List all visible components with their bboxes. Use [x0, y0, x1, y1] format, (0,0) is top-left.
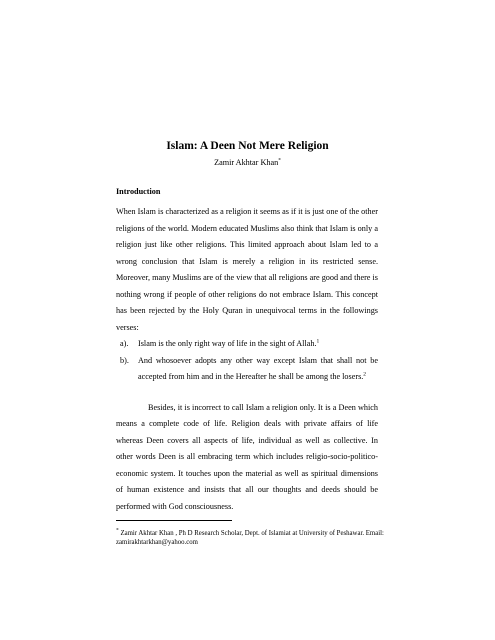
- paragraph-deen: Besides, it is incorrect to call Islam a religion only. It is a Deen which means a complete code of life. Religion deals with private affairs of life whereas Deen covers all aspects of life, individual as well as collective. In other words Deen is all embracing term which includes religio-socio-politico-economic system. It touches upon the material as well as spiritual dimensions of human existence and insists that all our thoughts and deeds should be performed with God consciousness.: [116, 402, 378, 511]
- verse-text: Islam is the only right way of life in the sight of Allah.: [138, 339, 317, 348]
- list-item: [116, 353, 378, 386]
- list-marker: b).: [120, 355, 129, 365]
- footnote: [116, 529, 384, 547]
- list-marker: a).: [120, 339, 129, 348]
- section-heading: Introduction: [116, 187, 161, 196]
- author-footnote-mark: *: [278, 157, 281, 164]
- paragraph-intro: When Islam is characterized as a religion it seems as if it is just one of the other religions of the world. Modern educated Muslims also think that Islam is only a religion just like other religions. This limited approach about Islam led to a wrong conclusion that Islam is merely a religion in its restricted sense. Moreover, many Muslims are of the view that all religions are good and there is nothing wrong if people of other religions do not embrace Islam. This concept has been rejected by the Holy Quran in unequivocal terms in the followings verses:: [116, 207, 378, 332]
- footnote-divider: [116, 520, 232, 521]
- footnote-ref: 1: [316, 338, 320, 345]
- list-item: [116, 336, 378, 353]
- verse-text: And whosoever adopts any other way except Islam that shall not be accepted from him and in the Hereafter he shall be among the losers.: [138, 355, 378, 381]
- verse-list: [116, 336, 378, 386]
- paper-title: Islam: A Deen Not Mere Religion: [166, 140, 329, 152]
- footnote-ref: 2: [363, 371, 367, 378]
- body-text: [116, 204, 378, 515]
- footnote-mark: *: [116, 527, 119, 534]
- author-line: [0, 158, 495, 167]
- author-name: Zamir Akhtar Khan: [214, 158, 279, 167]
- footnote-text: Zamir Akhtar Khan , Ph D Research Scholar, Dept. of Islamiat at University of Peshawar. Email: zamirakhtarkhan@yahoo.com: [116, 530, 384, 547]
